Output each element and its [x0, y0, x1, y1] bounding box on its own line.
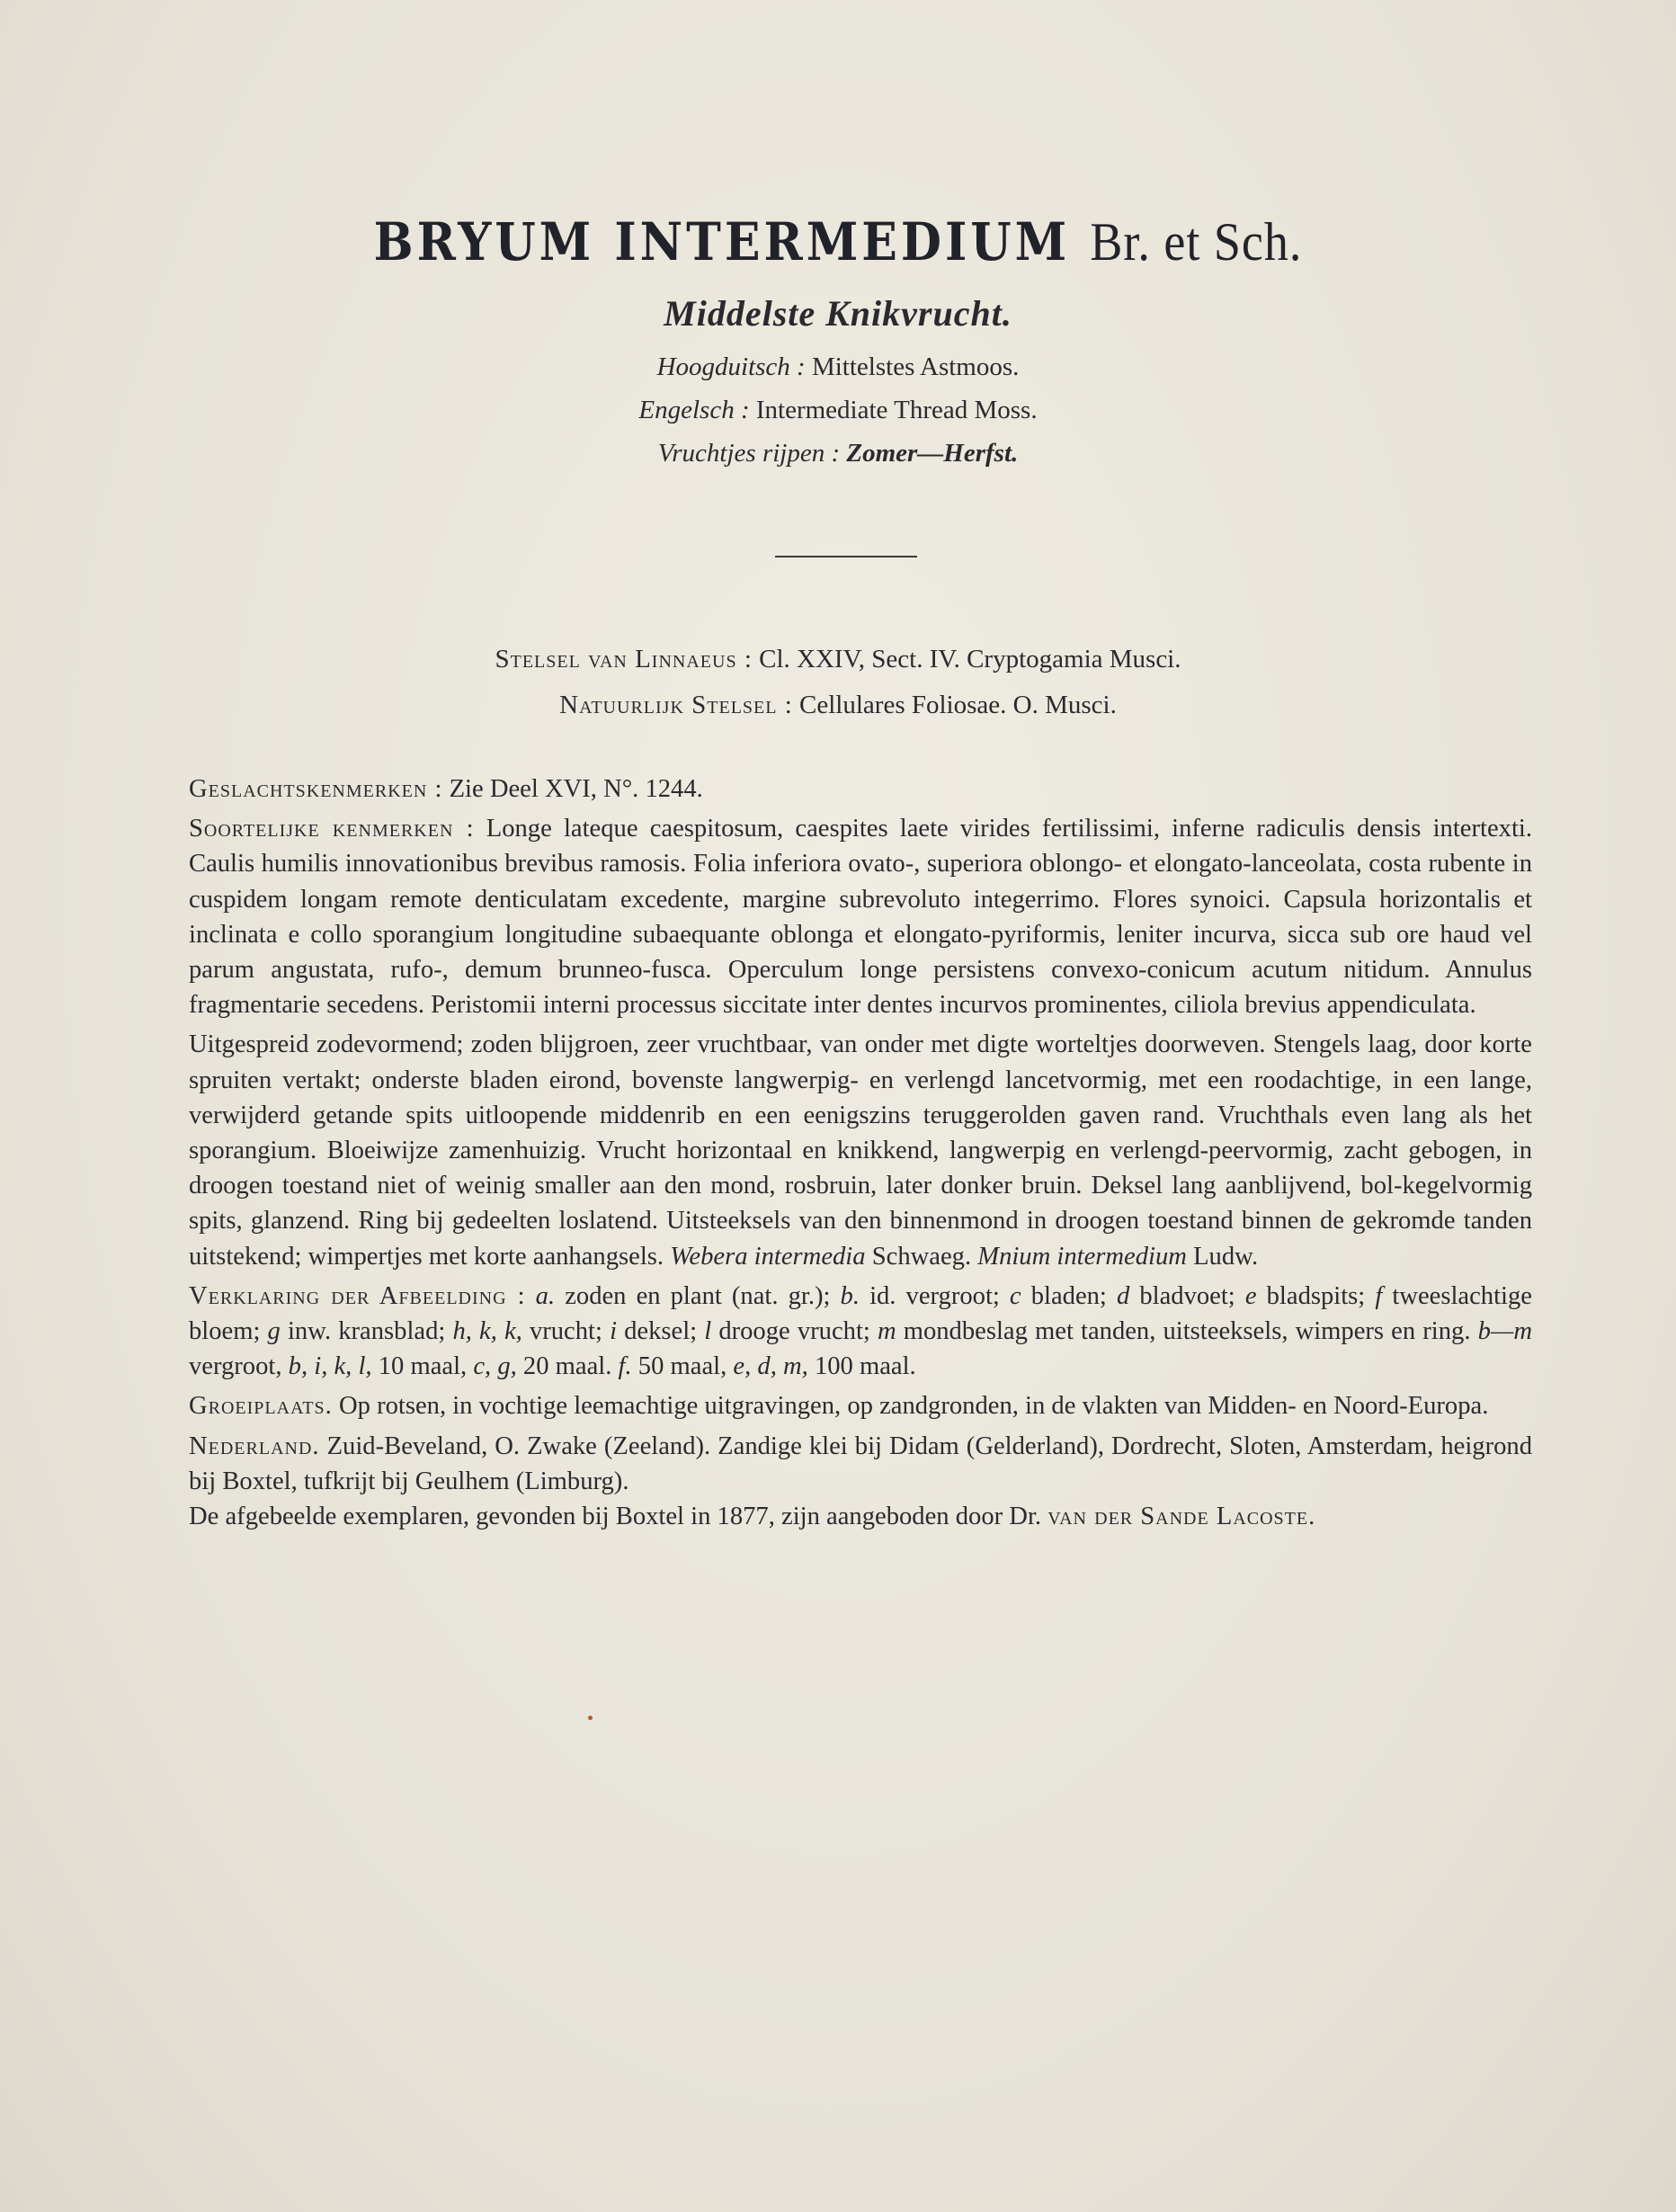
explanation-fragment: tweeslachtige bloem;: [189, 1281, 1532, 1346]
figure-reference: g: [267, 1317, 281, 1346]
explanation-fragment: bladspits;: [1256, 1281, 1376, 1310]
species-paragraph: [189, 811, 1532, 1022]
figure-reference: a.: [535, 1281, 556, 1310]
linnaeus-value: Cl. XXIV, Sect. IV. Cryptogamia Musci.: [759, 645, 1181, 673]
habitat-paragraph: [189, 1388, 1532, 1423]
explanation-paragraph: [189, 1279, 1532, 1385]
species-text: Longe lateque caespitosum, caespites laete virides fertilissimi, inferne radiculis densis intertexti. Caulis humilis innovationibus brevibus ramosis. Folia inferiora ovato-, superiora oblongo- et elongato-lanceolata, costa rubente in cuspidem longam remote denticulatam excedente, margine subrevoluto integerrimo. Flores synoici. Capsula horizontalis et inclinata e collo sporangium longitudine subaequante oblonga et elongato-pyriformis, leniter incurva, sicca sub ore haud vel parum angustata, rufo-, demum brunneo-fusca. Operculum longe persistens convexo-conicum acutum nitidum. Annulus fragmentarie secedens. Peristomii interni processus siccitate inter dentes incurvos prominentes, ciliola brevius appendiculata.: [189, 815, 1532, 1020]
german-name: Mittelstes Astmoos.: [811, 352, 1020, 381]
figure-reference: i: [610, 1317, 618, 1346]
english-name-line: [0, 396, 1676, 425]
species-title: [0, 210, 1676, 272]
genus-paragraph: [189, 772, 1532, 807]
figure-reference: b, i, k, l,: [288, 1352, 372, 1381]
figure-reference: f.: [618, 1352, 632, 1381]
ripen-label: Vruchtjes rijpen :: [657, 439, 841, 468]
description-body: [189, 772, 1532, 1539]
english-label: Engelsch :: [638, 396, 750, 424]
netherlands-text: Zuid-Beveland, O. Zwake (Zeeland). Zandige klei bij Didam (Gelderland), Dordrecht, Sloten, Amsterdam, heigrond bij Boxtel, tufkrijt bij Geulhem (Limburg).: [189, 1432, 1532, 1495]
genus-label: Geslachtskenmerken :: [189, 775, 443, 803]
explanation-fragment: 20 maal.: [516, 1352, 619, 1381]
explanation-fragment: bladvoet;: [1129, 1281, 1245, 1310]
natural-label: Natuurlijk Stelsel :: [559, 691, 793, 719]
explanation-fragment: drooge vrucht;: [711, 1317, 878, 1346]
genus-value: Zie Deel XVI, N°. 1244.: [449, 775, 703, 803]
figure-reference: f: [1375, 1281, 1383, 1310]
habitat-label: Groeiplaats.: [189, 1392, 333, 1421]
natural-system-line: [0, 691, 1676, 720]
dutch-description-paragraph: [189, 1027, 1532, 1273]
ripening-line: [0, 439, 1676, 468]
explanation-fragment: mondbeslag met tanden, uitsteeksels, wimpers en ring.: [896, 1317, 1478, 1346]
species-label: Soortelijke kenmerken :: [189, 815, 475, 843]
explanation-fragment: vergroot,: [189, 1352, 289, 1381]
explanation-fragment: 100 maal.: [807, 1352, 916, 1381]
habitat-text: Op rotsen, in vochtige leemachtige uitgravingen, op zandgronden, in de vlakten van Midden- en Noord-Europa.: [338, 1392, 1489, 1421]
netherlands-label: Nederland.: [189, 1432, 320, 1460]
figure-reference: e, d, m,: [733, 1352, 808, 1381]
credit-paragraph: [189, 1499, 1532, 1534]
figure-reference: b—m: [1477, 1317, 1532, 1346]
explanation-fragment: bladen;: [1021, 1281, 1117, 1310]
figure-reference: l: [704, 1317, 712, 1346]
ink-speck: [588, 1716, 593, 1720]
explanation-fragment: deksel;: [617, 1317, 705, 1346]
explanation-fragment: inw. kransblad;: [280, 1317, 453, 1346]
explanation-fragment: 10 maal,: [371, 1352, 474, 1381]
figure-reference: c: [1009, 1281, 1021, 1310]
title-main: BRYUM INTERMEDIUM: [373, 211, 1071, 273]
synonym-mnium-author: Ludw.: [1193, 1242, 1259, 1271]
explanation-fragment: vrucht;: [522, 1317, 611, 1346]
ripen-value: Zomer—Herfst.: [846, 439, 1019, 468]
figure-reference: c, g,: [473, 1352, 517, 1381]
netherlands-paragraph: [189, 1429, 1532, 1499]
figure-reference: h, k, k,: [452, 1317, 522, 1346]
figure-reference: e: [1244, 1281, 1257, 1310]
credit-text: De afgebeelde exemplaren, gevonden bij Boxtel in 1877, zijn aangeboden door Dr.: [189, 1503, 1042, 1531]
explanation-fragment: 50 maal,: [631, 1352, 734, 1381]
natural-value: Cellulares Foliosae. O. Musci.: [799, 691, 1117, 719]
linnaeus-label: Stelsel van Linnaeus :: [495, 645, 753, 673]
figure-reference: m: [877, 1317, 896, 1346]
explanation-fragment: id. vergroot;: [859, 1281, 1010, 1310]
credit-name: van der Sande Lacoste.: [1048, 1503, 1316, 1531]
synonym-webera-author: Schwaeg.: [871, 1242, 972, 1271]
explanation-fragment: zoden en plant (nat. gr.);: [555, 1281, 841, 1310]
english-name: Intermediate Thread Moss.: [755, 396, 1038, 424]
title-divider: [775, 556, 917, 557]
figure-reference: d: [1116, 1281, 1130, 1310]
figure-reference: b.: [840, 1281, 860, 1310]
explanation-label: Verklaring der Afbeelding :: [189, 1281, 526, 1310]
linnaeus-line: [0, 645, 1676, 674]
title-author: Br. et Sch.: [1090, 211, 1303, 272]
dutch-name: Middelste Knikvrucht.: [664, 293, 1012, 334]
german-name-line: [0, 352, 1676, 382]
german-label: Hoogduitsch :: [656, 352, 806, 381]
dutch-description: Uitgespreid zodevormend; zoden blijgroen, zeer vruchtbaar, van onder met digte worteltjes doorweven. Stengels laag, door korte spruiten vertakt; onderste bladen eirond, bovenste langwerpig- en verlengd lancetvormig, met een roodachtige, in een lange, verwijderd getande spits uitloopende middenrib en een eenigszins teruggerolden gaven rand. Vruchthals even lang als het sporangium. Bloeiwijze zamenhuizig. Vrucht horizontaal en knikkend, langwerpig en verlengd-peervormig, zacht gebogen, in droogen toestand niet of weinig smaller aan den mond, rosbruin, later donker bruin. Deksel lang aanblijvend, bol-kegelvormig spits, glanzend. Ring bij gedeelten loslatend. Uitsteeksels van den binnenmond in droogen toestand binnen de gekromde tanden uitstekend; wimpertjes met korte aanhangsels.: [189, 1030, 1532, 1271]
synonym-webera: Webera intermedia: [670, 1242, 866, 1271]
synonym-mnium: Mnium intermedium: [977, 1242, 1187, 1271]
